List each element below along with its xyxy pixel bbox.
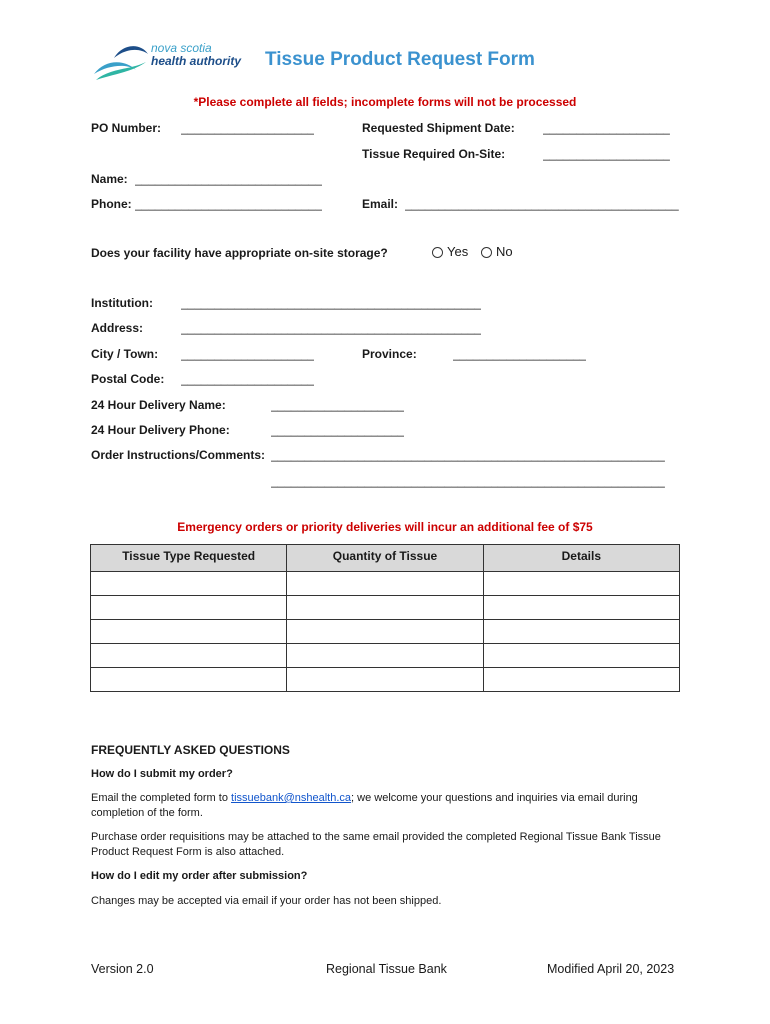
province-label: Province:: [362, 347, 417, 361]
table-cell[interactable]: [483, 644, 679, 668]
postal-code-field[interactable]: ____________________: [181, 372, 315, 386]
storage-question: Does your facility have appropriate on-site storage?: [91, 246, 388, 260]
email-field[interactable]: _________________________________________: [405, 197, 679, 211]
table-cell[interactable]: [287, 596, 483, 620]
delivery-name-field[interactable]: ____________________: [271, 398, 405, 412]
table-row: [91, 572, 680, 596]
name-field[interactable]: ____________________________: [135, 172, 322, 186]
table-cell[interactable]: [287, 644, 483, 668]
table-cell[interactable]: [483, 620, 679, 644]
table-row: [91, 596, 680, 620]
storage-no-label: No: [496, 244, 513, 259]
delivery-phone-label: 24 Hour Delivery Phone:: [91, 423, 230, 437]
radio-yes[interactable]: [432, 247, 443, 258]
emergency-fee-note: Emergency orders or priority deliveries will incur an additional fee of $75: [177, 520, 593, 534]
onsite-field[interactable]: ___________________: [543, 147, 670, 161]
logo-wordmark: [151, 42, 241, 68]
table-cell[interactable]: [91, 572, 287, 596]
institution-label: Institution:: [91, 296, 153, 310]
col-details: Details: [483, 545, 679, 572]
storage-yes-label: Yes: [447, 244, 469, 259]
table-cell[interactable]: [91, 596, 287, 620]
table-cell[interactable]: [287, 620, 483, 644]
province-field[interactable]: ____________________: [453, 347, 587, 361]
po-number-field[interactable]: ____________________: [181, 121, 315, 135]
table-row: [91, 644, 680, 668]
tissuebank-email-link[interactable]: tissuebank@nshealth.ca: [231, 792, 352, 804]
onsite-label: Tissue Required On-Site:: [362, 147, 506, 161]
address-label: Address:: [91, 321, 144, 335]
table-cell[interactable]: [483, 668, 679, 692]
logo-line-2: health authority: [151, 54, 242, 68]
institution-field[interactable]: _____________________________________________: [181, 296, 482, 310]
comments-label: Order Instructions/Comments:: [91, 448, 266, 462]
faq-answer-1: [91, 791, 681, 821]
name-label: Name:: [91, 172, 128, 186]
faq-question-1: How do I submit my order?: [91, 768, 233, 780]
col-quantity: Quantity of Tissue: [287, 545, 483, 572]
faq-heading: FREQUENTLY ASKED QUESTIONS: [91, 743, 290, 757]
required-fields-warning: *Please complete all fields; incomplete forms will not be processed: [193, 95, 577, 109]
logo-line-1: nova scotia: [151, 41, 212, 55]
table-cell[interactable]: [483, 572, 679, 596]
footer-modified: Modified April 20, 2023: [547, 962, 675, 976]
phone-field[interactable]: ____________________________: [135, 197, 322, 211]
shipment-date-field[interactable]: ___________________: [543, 121, 670, 135]
table-cell[interactable]: [287, 668, 483, 692]
footer-center: Regional Tissue Bank: [326, 962, 447, 976]
table-cell[interactable]: [91, 668, 287, 692]
shipment-date-label: Requested Shipment Date:: [362, 121, 515, 135]
address-field[interactable]: _____________________________________________: [181, 321, 482, 335]
phone-label: Phone:: [91, 197, 132, 211]
faq-answer-3: Changes may be accepted via email if your order has not been shipped.: [91, 895, 442, 907]
comments-field-line-2[interactable]: ___________________________________________________________: [271, 474, 665, 488]
col-tissue-type: Tissue Type Requested: [91, 545, 287, 572]
storage-no-option[interactable]: [481, 244, 513, 259]
table-cell[interactable]: [91, 644, 287, 668]
footer-version: Version 2.0: [91, 962, 154, 976]
storage-yes-option[interactable]: [432, 244, 468, 259]
table-header-row: [91, 545, 680, 572]
comments-field-line-1[interactable]: ___________________________________________________________: [271, 448, 665, 462]
postal-code-label: Postal Code:: [91, 372, 165, 386]
radio-no[interactable]: [481, 247, 492, 258]
delivery-phone-field[interactable]: ____________________: [271, 423, 405, 437]
table-row: [91, 620, 680, 644]
table-cell[interactable]: [287, 572, 483, 596]
city-label: City / Town:: [91, 347, 159, 361]
faq-answer-1-pre: Email the completed form to: [91, 792, 232, 804]
faq-question-2: How do I edit my order after submission?: [91, 870, 308, 882]
email-label: Email:: [362, 197, 399, 211]
faq-answer-1-post: ; we welcome your questions and inquiries via email during completion of the form.: [91, 792, 638, 819]
po-number-label: PO Number:: [91, 121, 162, 135]
table-row: [91, 668, 680, 692]
form-title: Tissue Product Request Form: [265, 49, 535, 70]
table-cell[interactable]: [91, 620, 287, 644]
tissue-request-table: [90, 544, 680, 692]
faq-answer-2: Purchase order requisitions may be attached to the same email provided the completed Regional Tissue Bank Tissue Product Request Form is also attached.: [91, 831, 661, 858]
city-field[interactable]: ____________________: [181, 347, 315, 361]
table-cell[interactable]: [483, 596, 679, 620]
delivery-name-label: 24 Hour Delivery Name:: [91, 398, 226, 412]
